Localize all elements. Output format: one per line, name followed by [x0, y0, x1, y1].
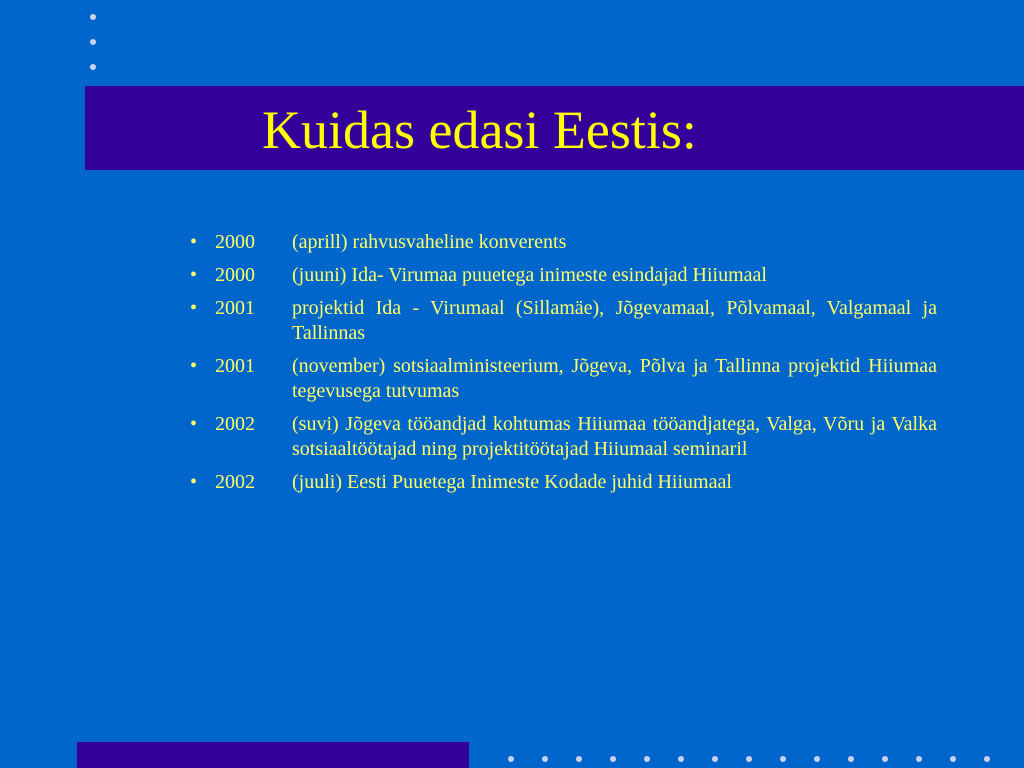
decorative-dot [882, 756, 888, 762]
decorative-dot [644, 756, 650, 762]
item-text: (suvi) Jõgeva tööandjad kohtumas Hiiumaa tööandjatega, Valga, Võru ja Valka sotsiaaltöötajad ning projektitöötajad Hiiumaal seminaril [292, 413, 937, 460]
decorative-dot [780, 756, 786, 762]
bullet-icon: • [190, 413, 198, 435]
decorative-dot [746, 756, 752, 762]
bullet-icon: • [190, 264, 198, 286]
item-text: (aprill) rahvusvaheline konverents [292, 231, 567, 253]
item-text: projektid Ida - Virumaal (Sillamäe), Jõgevamaal, Põlvamaal, Valgamaal ja Tallinnas [292, 297, 937, 344]
item-year: 2000 [215, 231, 255, 253]
decorative-dot [542, 756, 548, 762]
bullet-icon: • [190, 297, 198, 319]
item-text: (juuli) Eesti Puuetega Inimeste Kodade juhid Hiiumaal [292, 471, 732, 493]
decorative-dot [950, 756, 956, 762]
bottom-band [77, 742, 469, 768]
decorative-dot [90, 64, 96, 70]
item-year: 2001 [215, 355, 255, 377]
item-year: 2002 [215, 413, 255, 435]
list-item [190, 354, 950, 404]
decorative-dot [90, 14, 96, 20]
decorative-dot [508, 756, 514, 762]
decorative-dot [90, 39, 96, 45]
decorative-dot [814, 756, 820, 762]
list-item [190, 263, 950, 288]
item-text: (november) sotsiaalministeerium, Jõgeva, Põlva ja Tallinna projektid Hiiumaa tegevusega tutvumas [292, 355, 937, 402]
bullet-icon: • [190, 231, 198, 253]
decorative-dot [848, 756, 854, 762]
item-year: 2001 [215, 297, 255, 319]
decorative-dot [678, 756, 684, 762]
bullet-list [190, 230, 950, 503]
list-item [190, 470, 950, 495]
decorative-dot [916, 756, 922, 762]
item-text: (juuni) Ida- Virumaa puuetega inimeste esindajad Hiiumaal [292, 264, 767, 286]
item-year: 2000 [215, 264, 255, 286]
list-item [190, 412, 950, 462]
decorative-dot [712, 756, 718, 762]
decorative-dot [576, 756, 582, 762]
decorative-dot [984, 756, 990, 762]
bullet-icon: • [190, 471, 198, 493]
slide-title: Kuidas edasi Eestis: [262, 100, 697, 160]
bullet-icon: • [190, 355, 198, 377]
item-year: 2002 [215, 471, 255, 493]
list-item [190, 230, 950, 255]
list-item [190, 296, 950, 346]
decorative-dot [610, 756, 616, 762]
